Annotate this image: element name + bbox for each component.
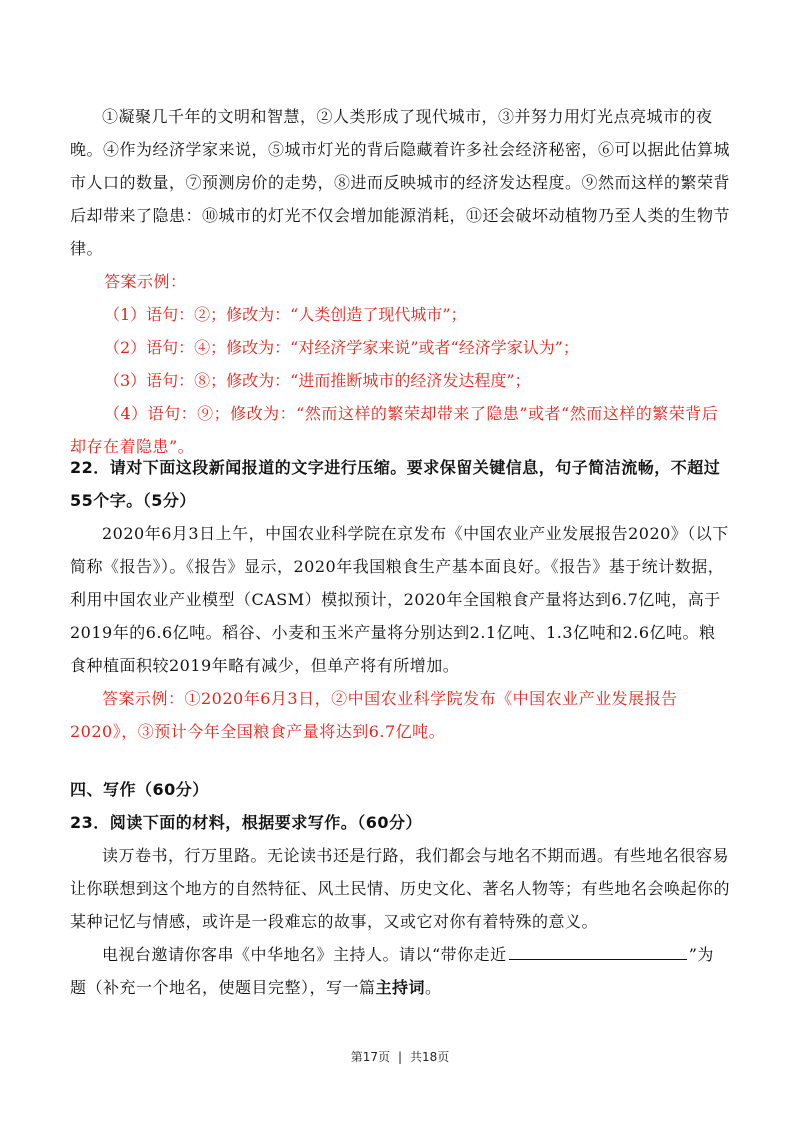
q23-passage: 读万卷书，行万里路。无论读书还是行路，我们都会与地名不期而遇。有些地名很容易让你联想到这个地方的自然特征、风土民情、历史文化、著名人物等；有些地名会唤起你的某种记忆与情感，或许是一段难忘的故事，又或它对你有着特殊的意义。 (70, 846, 731, 931)
q23-task-end: 。 (425, 978, 442, 997)
section-title: 四、写作（60分） (70, 780, 209, 799)
footer-total-pages: 共18页 (410, 1050, 450, 1064)
q22-title: 22．请对下面这段新闻报道的文字进行压缩。要求保留关键信息，句子简洁流畅，不超过55个字。（5分） (70, 458, 721, 510)
q23-task (70, 938, 730, 1004)
q22-passage: 2020年6月3日上午，中国农业科学院在京发布《中国农业产业发展报告2020》（以下简称《报告》）。《报告》显示，2020年我国粮食生产基本面良好。《报告》基于统计数据，利用中国农业产业模型（CASM）模拟预计，2020年全国粮食产量将达到6.7亿吨，高于2019年的6.6亿吨。稻谷、小麦和玉米产量将分别达到2.1亿吨、1.3亿吨和2.6亿吨。粮食种植面积较2019年略有减少，但单产将有所增加。 (70, 524, 729, 675)
q21-answer-3: （3）语句：⑧；修改为：“进而推断城市的经济发达程度”； (104, 371, 531, 390)
q23-task-bold: 主持词 (375, 978, 426, 997)
q21-passage: ①凝聚几千年的文明和智慧，②人类形成了现代城市，③并努力用灯光点亮城市的夜晚。④作为经济学家来说，⑤城市灯光的背后隐藏着许多社会经济秘密，⑥可以据此估算城市人口的数量，⑦预测房价的走势，⑧进而反映城市的经济发达程度。⑨然而这样的繁荣背后却带来了隐患：⑩城市的灯光不仅会增加能源消耗，⑪还会破坏动植物乃至人类的生物节律。 (70, 107, 731, 258)
q21-answer-1: （1）语句：②；修改为：“人类创造了现代城市”； (104, 305, 467, 324)
footer-separator: | (397, 1050, 403, 1064)
q21-answer-label: 答案示例： (104, 272, 187, 291)
q23-title: 23．阅读下面的材料，根据要求写作。（60分） (70, 813, 423, 832)
title-blank (509, 941, 687, 960)
page-footer (0, 1048, 800, 1065)
q23-task-post: ”为题（补充一个地名，使题目完整），写一篇 (70, 945, 714, 997)
q21-answer-2: （2）语句：④；修改为：“对经济学家来说”或者“经济学家认为”； (104, 338, 579, 357)
q21-answer-4: （4）语句：⑨；修改为：“然而这样的繁荣却带来了隐患”或者“然而这样的繁荣背后却存在着隐患”。 (70, 404, 719, 456)
q22-answer: 答案示例：①2020年6月3日，②中国农业科学院发布《中国农业产业发展报告2020》，③预计今年全国粮食产量将达到6.7亿吨。 (70, 689, 678, 741)
footer-page-number: 第17页 (350, 1050, 390, 1064)
q23-task-pre: 电视台邀请你客串《中华地名》主持人。请以“带你走近 (102, 945, 507, 964)
